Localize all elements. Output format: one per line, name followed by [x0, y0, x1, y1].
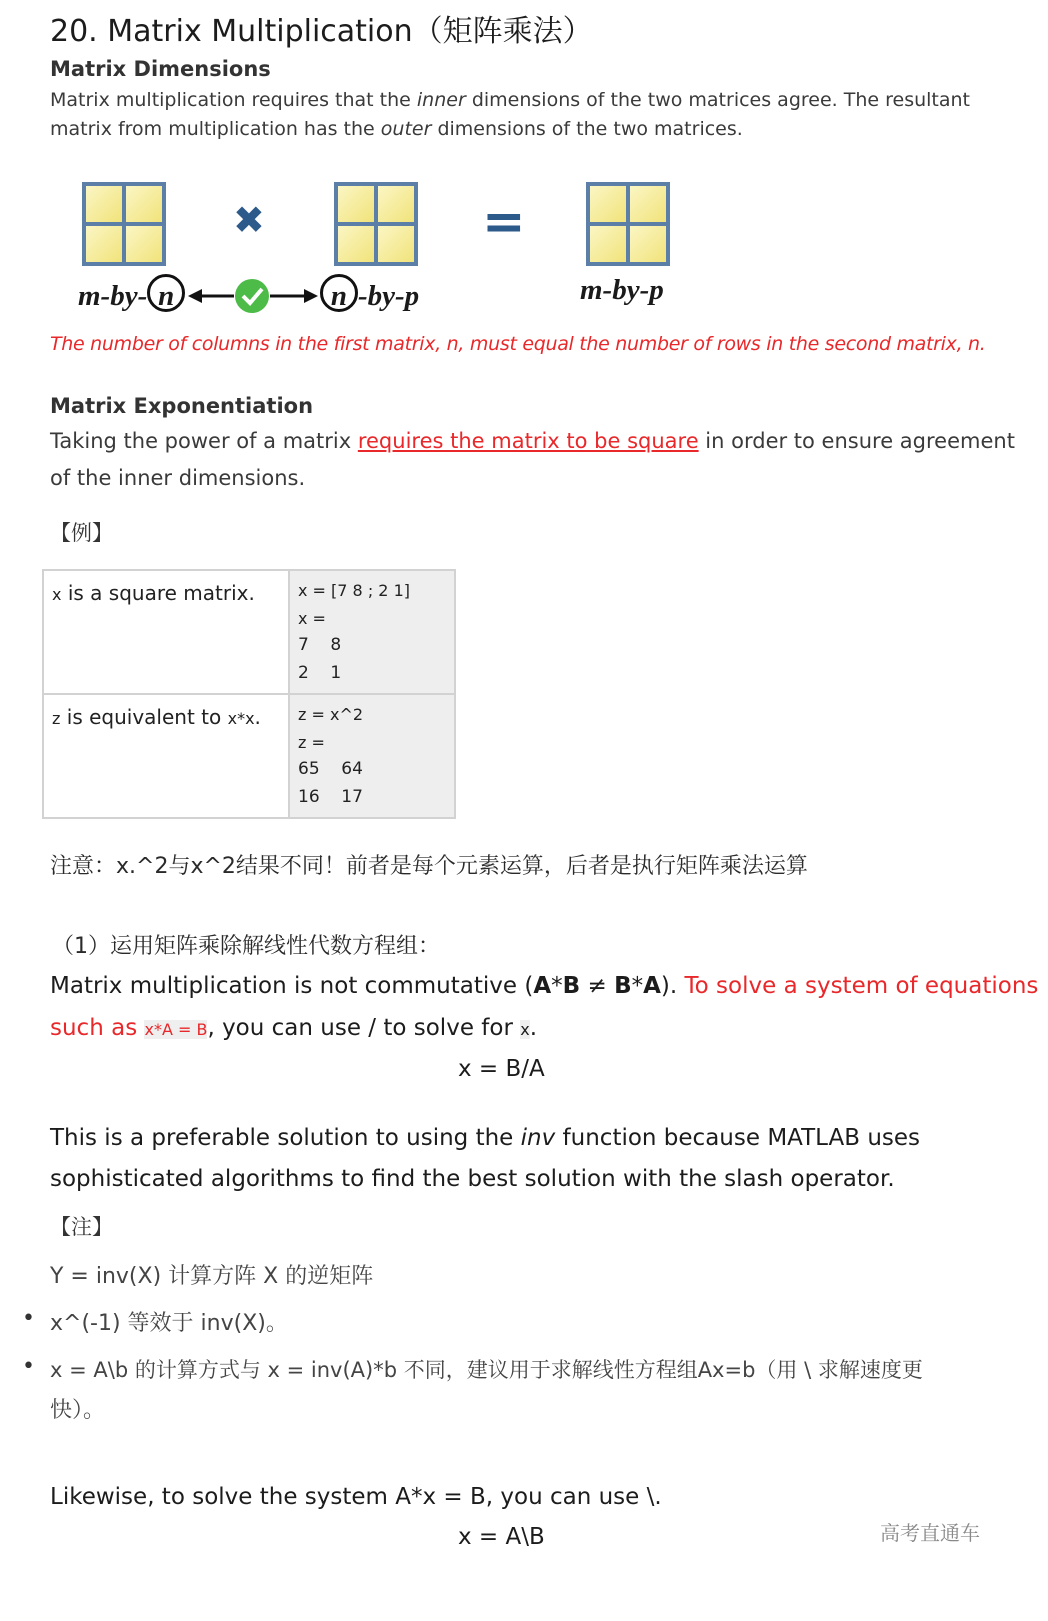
table-cell-description — [43, 694, 289, 818]
note-tag: 【注】 — [50, 1215, 113, 1239]
text-span: function because MATLAB uses — [555, 1125, 921, 1151]
code-inline: x*A = B — [144, 1020, 208, 1039]
text-span: . — [254, 705, 261, 729]
solve-line-2 — [50, 1007, 537, 1051]
matrix-dimension-diagram — [58, 160, 698, 330]
table-cell-code — [289, 694, 455, 818]
solve-line-1 — [50, 965, 1038, 1007]
matrix-b-icon — [334, 182, 418, 266]
bold-b: B — [562, 973, 581, 999]
section-heading-dimensions: Matrix Dimensions — [50, 57, 271, 81]
dimensions-paragraph-line-2 — [50, 115, 743, 144]
note-bullet-1: x^(-1) 等效于 inv(X)。 — [50, 1311, 288, 1336]
exponentiation-paragraph-line-2: of the inner dimensions. — [50, 466, 306, 490]
text-span: * — [551, 973, 563, 999]
text-span: in order to ensure agreement — [698, 429, 1015, 453]
page-title: 20. Matrix Multiplication（矩阵乘法） — [50, 14, 593, 49]
red-text: such as — [50, 1015, 145, 1041]
text-span: dimensions of the two matrices. — [431, 118, 743, 140]
text-span: Taking the power of a matrix — [50, 429, 358, 453]
text-span: Matrix multiplication requires that the — [50, 89, 417, 111]
table-cell-code — [289, 570, 455, 694]
table-cell-description — [43, 570, 289, 694]
red-text: To solve a system of equations — [684, 973, 1039, 999]
note-bullet-2-line-1: x = A\b 的计算方式与 x = inv(A)*b 不同，建议用于求解线性方程组Ax=b（用 \ 求解速度更 — [50, 1358, 923, 1382]
matrix-result-icon — [586, 182, 670, 266]
code-line: 65 64 — [298, 759, 363, 779]
matrix-result-label: m-by-p — [580, 274, 664, 306]
code-line: 2 1 — [298, 662, 342, 683]
code-line: 16 17 — [298, 786, 363, 807]
outer-emphasis: outer — [380, 118, 432, 140]
text-span: ). — [660, 973, 685, 999]
text-span: is equivalent to — [60, 705, 228, 729]
diagram-caption: The number of columns in the first matrix, n, must equal the number of rows in the second matrix, n. — [50, 333, 986, 355]
n-circled: n — [320, 274, 358, 312]
code-inline: x*x — [227, 709, 255, 728]
text-span: . — [529, 1015, 537, 1041]
matrix-a-label — [78, 274, 185, 313]
bold-a: A — [643, 973, 661, 999]
bold-b: B — [614, 973, 632, 999]
matrix-a-icon — [82, 182, 166, 266]
example-tag: 【例】 — [50, 521, 113, 545]
note-bullet-2-line-2: 快）。 — [50, 1398, 106, 1423]
exponentiation-paragraph-line-1 — [50, 423, 1015, 460]
check-icon — [235, 279, 269, 313]
text-span: Matrix multiplication is not commutative ( — [50, 973, 534, 999]
text-span: , you can use / to solve for — [207, 1015, 521, 1041]
matrix-b-label — [320, 274, 419, 313]
equals-icon: = — [482, 192, 526, 252]
dimensions-paragraph-line-1 — [50, 86, 970, 115]
agreement-arrows — [186, 278, 326, 314]
bullet-marker: • — [22, 1306, 35, 1331]
text-span: This is a preferable solution to using the — [50, 1125, 521, 1151]
multiply-icon: ✖ — [233, 198, 265, 242]
watermark: 高考直通车 — [880, 1521, 980, 1545]
code-line: 7 8 — [298, 635, 342, 655]
table-row — [43, 570, 455, 694]
bold-a: A — [533, 973, 552, 999]
label-text: m-by- — [78, 280, 148, 312]
solve-heading: （1）运用矩阵乘除解线性代数方程组： — [52, 934, 440, 959]
note-elementwise-vs-matrix: 注意：x.^2与x^2结果不同！前者是每个元素运算，后者是执行矩阵乘法运算 — [50, 854, 808, 879]
section-heading-exponentiation: Matrix Exponentiation — [50, 394, 314, 418]
table-row — [43, 694, 455, 818]
code-inline: x — [520, 1020, 530, 1039]
code-line: z = — [298, 732, 325, 752]
bullet-marker: • — [22, 1354, 35, 1379]
example-table — [42, 569, 456, 819]
label-text: -by-p — [358, 280, 420, 312]
code-inline: z — [52, 709, 61, 728]
inv-emphasis: inv — [520, 1125, 556, 1151]
solve-paragraph-2-line-2: sophisticated algorithms to find the best solution with the slash operator. — [50, 1166, 895, 1192]
inner-emphasis: inner — [416, 89, 466, 111]
text-span: matrix from multiplication has the — [50, 118, 381, 140]
not-equal-symbol: ≠ — [580, 973, 615, 999]
square-requirement-link[interactable]: requires the matrix to be square — [357, 429, 699, 453]
formula-right-division: x = B/A — [458, 1056, 545, 1082]
text-span: dimensions of the two matrices agree. The resultant — [465, 89, 970, 111]
code-inline: x — [52, 585, 62, 604]
note-inv-line: Y = inv(X) 计算方阵 X 的逆矩阵 — [50, 1264, 374, 1289]
code-line: z = x^2 — [298, 705, 364, 724]
solve-paragraph-2-line-1 — [50, 1117, 920, 1159]
text-span: is a square matrix. — [61, 581, 255, 605]
code-line: x = [7 8 ; 2 1] — [298, 581, 410, 600]
code-line: x = — [298, 608, 326, 628]
formula-left-division: x = A\B — [458, 1524, 545, 1550]
likewise-text: Likewise, to solve the system A*x = B, you can use \. — [50, 1484, 662, 1510]
text-span: * — [631, 973, 644, 999]
n-circled: n — [147, 274, 185, 312]
